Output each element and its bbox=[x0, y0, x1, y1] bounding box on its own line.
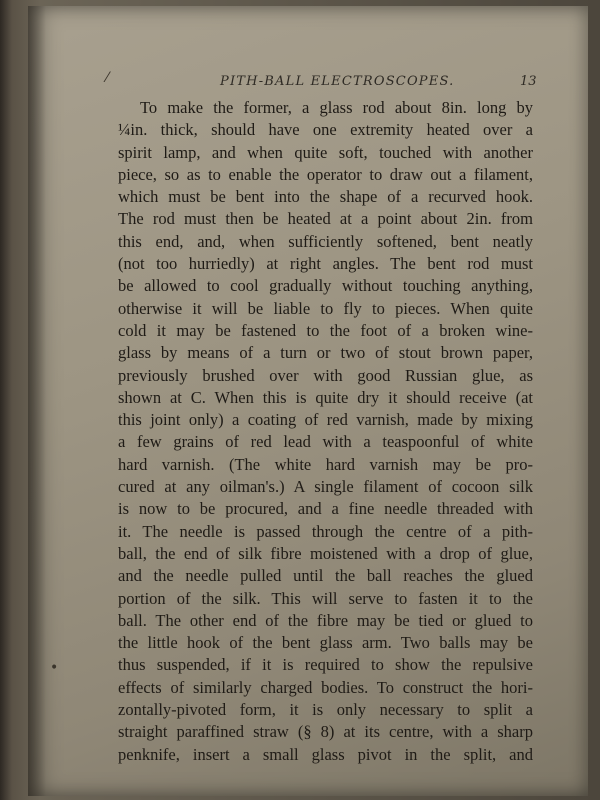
text-line: (not too hurriedly) at right angles. The bent rod must bbox=[118, 254, 533, 274]
text-line: this joint only) a coating of red varnish, made by mixing bbox=[118, 410, 533, 430]
text-line: portion of the silk. This will serve to fasten it to the bbox=[118, 588, 533, 608]
text-line: this end, and, when sufficiently softened, bent neatly bbox=[118, 231, 533, 251]
text-line: it. The needle is passed through the centre of a pith- bbox=[118, 521, 533, 541]
page-gutter-shadow bbox=[28, 6, 46, 796]
text-line: a few grains of red lead with a teaspoonful of white bbox=[118, 432, 533, 452]
text-line: shown at C. When this is quite dry it should receive (at bbox=[118, 387, 533, 407]
text-line: ball, the end of silk fibre moistened with a drop of glue, bbox=[118, 543, 533, 563]
margin-mark-top: ⁄ bbox=[106, 70, 109, 86]
text-line: otherwise it will be liable to fly to pieces. When quite bbox=[118, 298, 533, 318]
text-line: which must be bent into the shape of a recurved hook. bbox=[118, 187, 533, 207]
text-line: penknife, insert a small glass pivot in the split, and bbox=[118, 744, 533, 764]
text-line: the little hook of the bent glass arm. Two balls may be bbox=[118, 633, 533, 653]
text-line: thus suspended, if it is required to show the repulsive bbox=[118, 655, 533, 675]
text-line: cold it may be fastened to the foot of a broken wine- bbox=[118, 320, 533, 340]
body-paragraph bbox=[118, 97, 533, 766]
text-line: previously brushed over with good Russian glue, as bbox=[118, 365, 533, 385]
text-line: glass by means of a turn or two of stout brown paper, bbox=[118, 343, 533, 363]
text-line: ball. The other end of the fibre may be tied or glued to bbox=[118, 610, 533, 630]
text-line: To make the former, a glass rod about 8in. long by bbox=[140, 98, 533, 117]
text-line: is now to be procured, and a fine needle threaded with bbox=[118, 499, 533, 519]
text-line: hard varnish. (The white hard varnish may be pro- bbox=[118, 454, 533, 474]
running-head bbox=[0, 74, 600, 96]
running-head-title: PITH-BALL ELECTROSCOPES. bbox=[220, 74, 455, 89]
text-line: straight paraffined straw (§ 8) at its centre, with a sharp bbox=[118, 722, 533, 742]
text-line: spirit lamp, and when quite soft, touched with another bbox=[118, 142, 533, 162]
text-line: be allowed to cool gradually without touching anything, bbox=[118, 276, 533, 296]
text-line: effects of similarly charged bodies. To construct the hori- bbox=[118, 677, 533, 697]
text-line: The rod must then be heated at a point about 2in. from bbox=[118, 209, 533, 229]
text-line: piece, so as to enable the operator to draw out a filament, bbox=[118, 164, 533, 184]
text-line: zontally-pivoted form, it is only necessary to split a bbox=[118, 700, 533, 720]
page-number: 13 bbox=[520, 74, 537, 89]
text-line: ¼in. thick, should have one extremity heated over a bbox=[118, 120, 533, 140]
text-line: cured at any oilman's.) A single filament of cocoon silk bbox=[118, 477, 533, 497]
text-line: and the needle pulled until the ball reaches the glued bbox=[118, 566, 533, 586]
margin-mark-bottom: • bbox=[50, 660, 59, 676]
